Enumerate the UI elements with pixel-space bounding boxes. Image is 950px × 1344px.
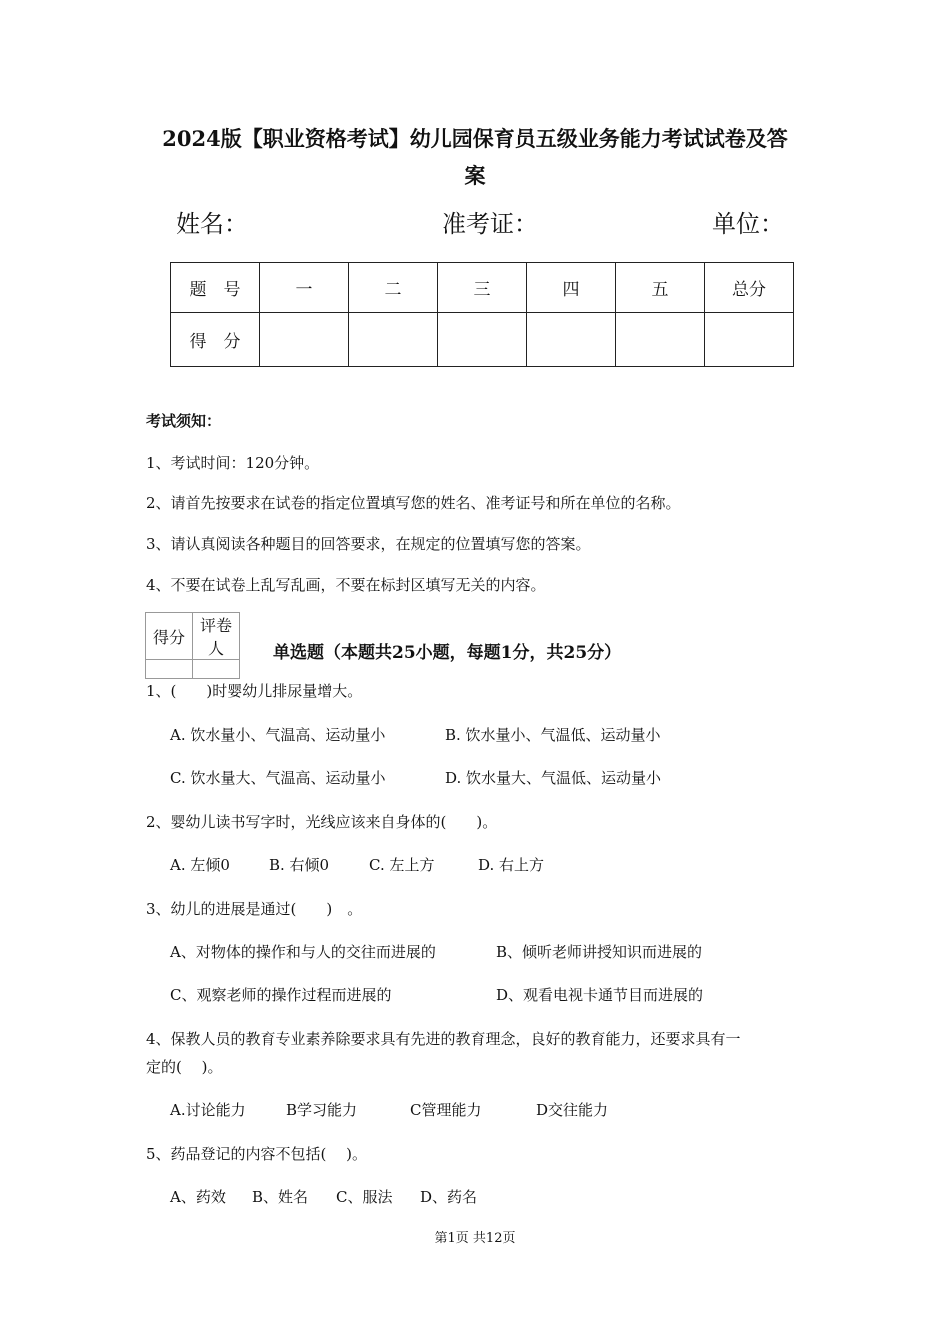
header-cell: 题 号 — [171, 263, 260, 313]
question-option: D、药名 — [420, 1188, 478, 1206]
score-cell[interactable] — [527, 313, 616, 367]
grader-score-cell[interactable] — [146, 660, 193, 679]
page-footer: 第1页 共12页 — [434, 1231, 516, 1246]
document-title — [120, 120, 830, 194]
question-option: C. 饮水量大、气温高、运动量小 — [170, 769, 386, 787]
score-table — [170, 262, 794, 367]
question-option: D、观看电视卡通节目而进展的 — [496, 986, 704, 1004]
score-cell[interactable] — [705, 313, 794, 367]
score-cell[interactable] — [616, 313, 705, 367]
question-stem: 5、药品登记的内容不包括( )。 — [146, 1145, 368, 1163]
question-option: A. 饮水量小、气温高、运动量小 — [170, 726, 386, 744]
header-cell: 一 — [260, 263, 349, 313]
header-cell: 五 — [616, 263, 705, 313]
section-title: 单选题（本题共25小题，每题1分，共25分） — [273, 643, 622, 663]
question-option: A.讨论能力 — [170, 1101, 246, 1119]
unit-field-label: 单位： — [712, 210, 784, 238]
header-cell: 总分 — [705, 263, 794, 313]
question-option: B、倾听老师讲授知识而进展的 — [496, 943, 703, 961]
name-field-label: 姓名： — [176, 210, 248, 238]
title-line-2: 案 — [464, 163, 486, 188]
header-cell: 三 — [438, 263, 527, 313]
question-option: D. 饮水量大、气温低、运动量小 — [445, 769, 662, 787]
header-cell: 二 — [349, 263, 438, 313]
question-option: C、观察老师的操作过程而进展的 — [170, 986, 392, 1004]
question-stem: 4、保教人员的教育专业素养除要求具有先进的教育理念，良好的教育能力，还要求具有一 — [146, 1030, 741, 1048]
question-stem-continued: 定的( )。 — [146, 1058, 223, 1076]
score-table-score-row — [171, 313, 794, 367]
notice-item: 3、请认真阅读各种题目的回答要求，在规定的位置填写您的答案。 — [146, 535, 591, 553]
grader-score-label: 得分 — [146, 613, 193, 660]
question-option: C、服法 — [336, 1188, 393, 1206]
grader-box — [145, 612, 240, 679]
score-table-header-row — [171, 263, 794, 313]
question-option: C管理能力 — [410, 1101, 482, 1119]
question-option: B、姓名 — [252, 1188, 309, 1206]
question-option: D. 右上方 — [478, 856, 545, 874]
exam-id-field-label: 准考证： — [442, 210, 538, 238]
score-cell[interactable] — [349, 313, 438, 367]
grader-name-label: 评卷人 — [193, 613, 240, 660]
candidate-fields — [176, 204, 786, 238]
question-stem: 1、( )时婴幼儿排尿量增大。 — [146, 682, 363, 700]
header-cell: 四 — [527, 263, 616, 313]
question-option: A、对物体的操作和与人的交往而进展的 — [170, 943, 436, 961]
question-stem: 3、幼儿的进展是通过( ) 。 — [146, 900, 363, 918]
grader-name-cell[interactable] — [193, 660, 240, 679]
title-line-1: 2024版【职业资格考试】幼儿园保育员五级业务能力考试试卷及答 — [162, 126, 788, 151]
notice-item: 4、不要在试卷上乱写乱画，不要在标封区填写无关的内容。 — [146, 576, 546, 594]
score-cell[interactable] — [260, 313, 349, 367]
question-option: C. 左上方 — [369, 856, 435, 874]
notice-item: 1、考试时间：120分钟。 — [146, 454, 320, 472]
question-option: D交往能力 — [536, 1101, 609, 1119]
question-option: B. 饮水量小、气温低、运动量小 — [445, 726, 661, 744]
question-stem: 2、婴幼儿读书写字时，光线应该来自身体的( )。 — [146, 813, 498, 831]
question-option: B学习能力 — [286, 1101, 358, 1119]
question-option: A、药效 — [170, 1188, 226, 1206]
question-option: B. 右倾0 — [269, 856, 330, 874]
question-option: A. 左倾0 — [170, 856, 230, 874]
row-label: 得 分 — [171, 313, 260, 367]
notice-heading: 考试须知： — [146, 412, 222, 430]
score-cell[interactable] — [438, 313, 527, 367]
notice-item: 2、请首先按要求在试卷的指定位置填写您的姓名、准考证号和所在单位的名称。 — [146, 494, 681, 512]
